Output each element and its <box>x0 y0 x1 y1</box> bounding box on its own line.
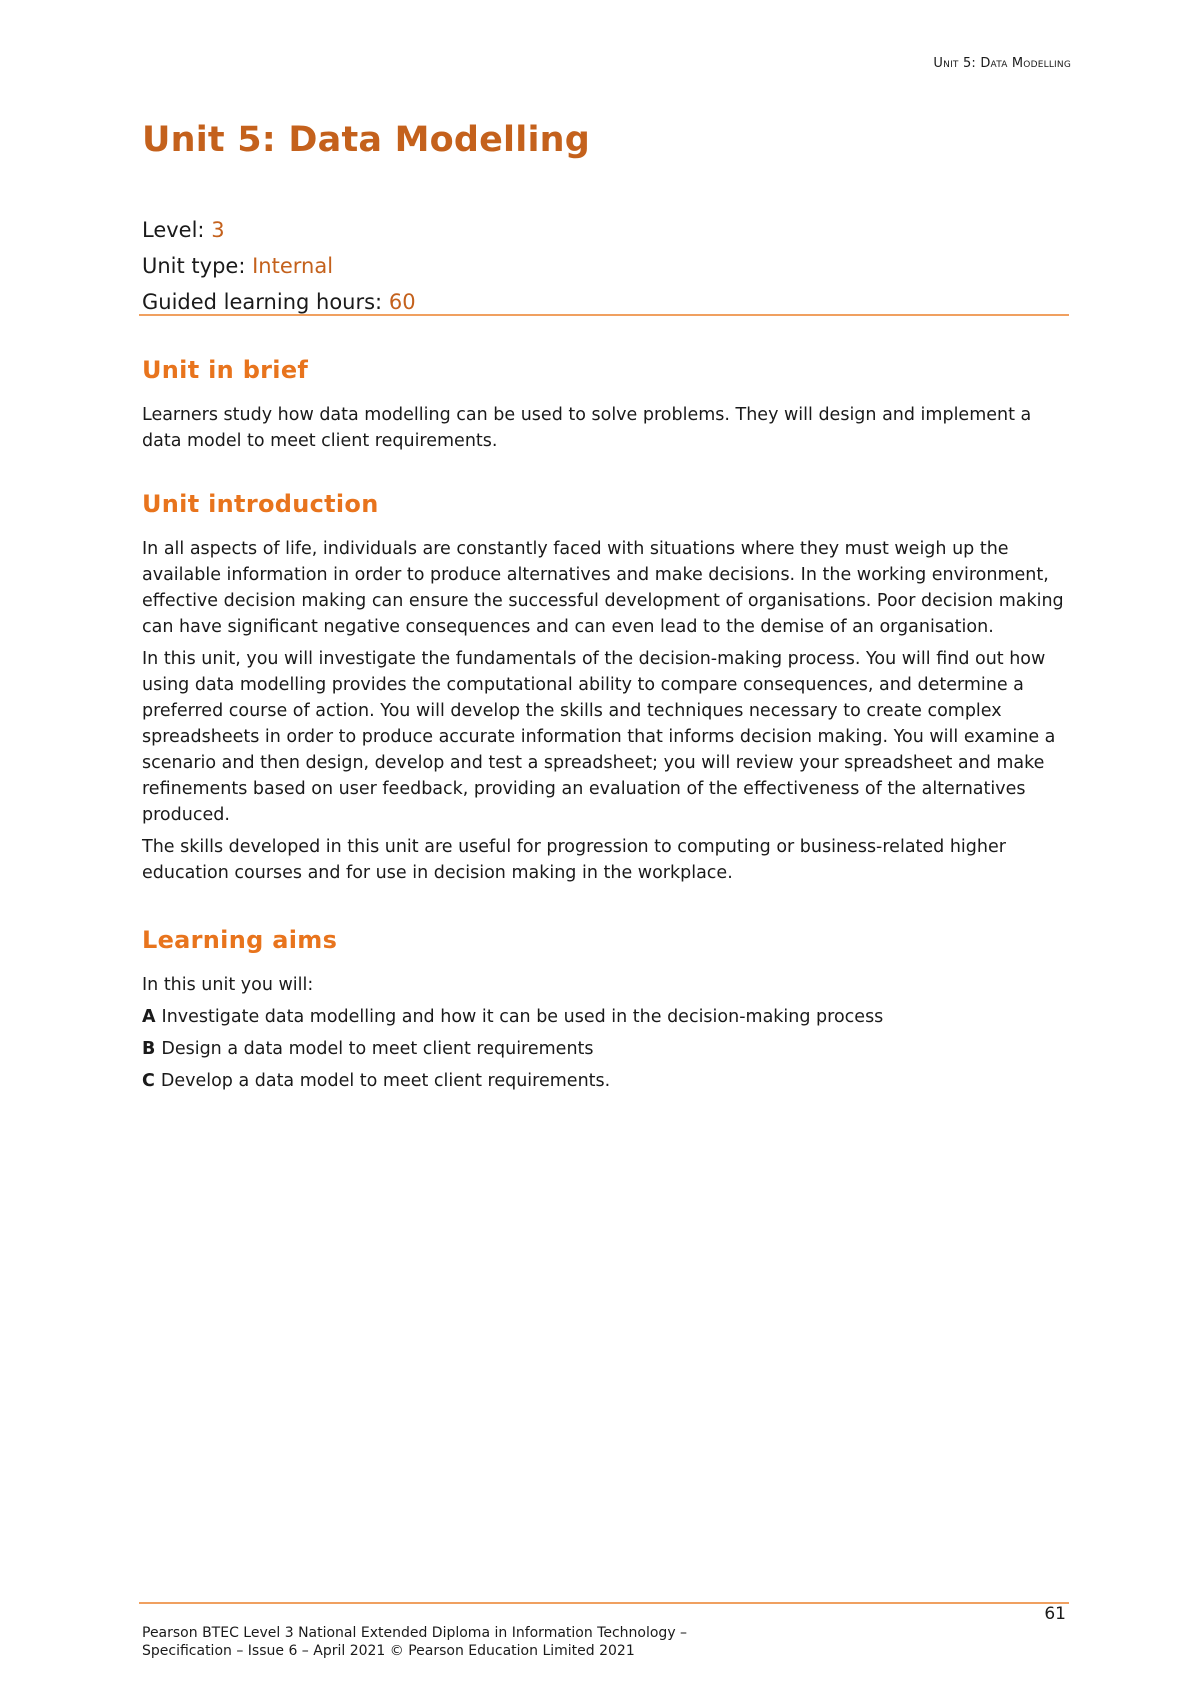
unit-title: Unit 5: Data Modelling <box>142 120 591 160</box>
learning-aim-letter: C <box>142 1071 155 1091</box>
learning-aim-item <box>142 1068 1072 1094</box>
unit-type-label: Unit type: <box>142 254 246 278</box>
level-row <box>142 212 416 248</box>
running-header: Unit 5: Data Modelling <box>933 56 1071 71</box>
footer-divider <box>139 1602 1069 1604</box>
guided-hours-label: Guided learning hours: <box>142 290 383 314</box>
learning-aim-text: Investigate data modelling and how it can be used in the decision-making process <box>161 1007 884 1027</box>
learning-aims-intro: In this unit you will: <box>142 975 314 995</box>
unit-introduction-section <box>142 490 1072 886</box>
learning-aims-section <box>142 926 1072 1094</box>
learning-aim-item <box>142 1036 1072 1062</box>
footer <box>142 1624 687 1660</box>
unit-type-value: Internal <box>252 254 334 278</box>
unit-introduction-heading: Unit introduction <box>142 490 379 518</box>
unit-meta <box>142 212 416 320</box>
level-value: 3 <box>211 218 225 242</box>
unit-in-brief-text: Learners study how data modelling can be used to solve problems. They will design and implement a data model to meet client requirements. <box>142 405 1032 451</box>
introduction-paragraph: The skills developed in this unit are useful for progression to computing or business-related higher education courses and for use in decision making in the workplace. <box>142 837 1006 883</box>
header-divider <box>139 314 1069 316</box>
learning-aims-heading: Learning aims <box>142 926 338 954</box>
footer-line: Pearson BTEC Level 3 National Extended Diploma in Information Technology – <box>142 1625 688 1641</box>
unit-in-brief-section <box>142 356 1072 454</box>
unit-in-brief-heading: Unit in brief <box>142 356 309 384</box>
learning-aims-list <box>142 1004 1072 1094</box>
guided-hours-value: 60 <box>388 290 416 314</box>
footer-line: Specification – Issue 6 – April 2021 © Pearson Education Limited 2021 <box>142 1643 635 1659</box>
learning-aim-letter: A <box>142 1007 156 1027</box>
introduction-paragraph: In this unit, you will investigate the fundamentals of the decision-making process. You will find out how using data modelling provides the computational ability to compare consequences, and determine a preferred course of action. You will develop the skills and techniques necessary to create complex spreadsheets in order to produce accurate information that informs decision making. You will examine a scenario and then design, develop and test a spreadsheet; you will review your spreadsheet and make refinements based on user feedback, providing an evaluation of the effectiveness of the alternatives produced. <box>142 649 1056 825</box>
learning-aim-text: Develop a data model to meet client requirements. <box>160 1071 611 1091</box>
page-number: 61 <box>1044 1604 1066 1624</box>
level-label: Level: <box>142 218 205 242</box>
learning-aim-text: Design a data model to meet client requirements <box>161 1039 594 1059</box>
main-content <box>142 356 1072 1100</box>
introduction-paragraph: In all aspects of life, individuals are constantly faced with situations where they must weigh up the available information in order to produce alternatives and make decisions. In the working environment, effective decision making can ensure the successful development of organisations. Poor decision making can have significant negative consequences and can even lead to the demise of an organisation. <box>142 539 1064 637</box>
unit-type-row <box>142 248 416 284</box>
learning-aim-letter: B <box>142 1039 156 1059</box>
learning-aim-item <box>142 1004 1072 1030</box>
